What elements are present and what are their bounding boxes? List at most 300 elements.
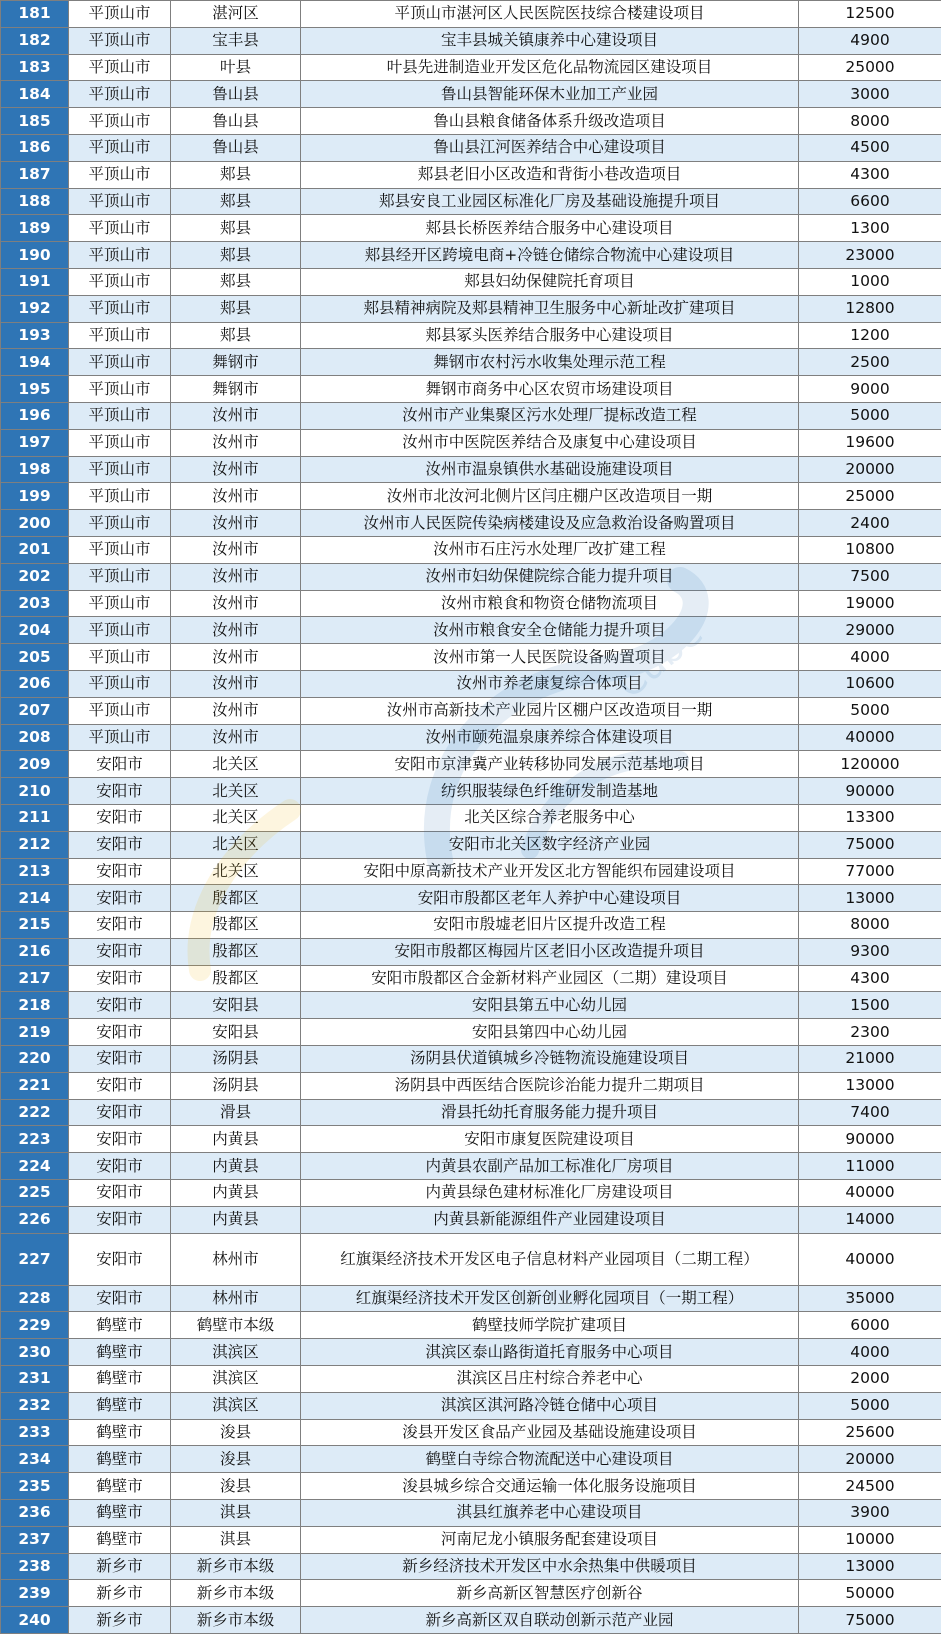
row-number: 228 [1, 1285, 69, 1312]
amount-cell: 1200 [799, 322, 941, 349]
table-row [1, 188, 941, 215]
project-name-cell: 汝州市粮食和物资仓储物流项目 [301, 590, 799, 617]
table-row [1, 215, 941, 242]
row-number: 219 [1, 1019, 69, 1046]
amount-cell: 5000 [799, 1392, 941, 1419]
amount-cell: 50000 [799, 1580, 941, 1607]
table-row [1, 429, 941, 456]
amount-cell: 90000 [799, 778, 941, 805]
row-number: 196 [1, 402, 69, 429]
amount-cell: 9000 [799, 376, 941, 403]
project-name-cell: 鹤壁技师学院扩建项目 [301, 1312, 799, 1339]
city-cell: 安阳市 [69, 1153, 171, 1180]
city-cell: 安阳市 [69, 778, 171, 805]
amount-cell: 35000 [799, 1285, 941, 1312]
table-row [1, 858, 941, 885]
table-row [1, 1419, 941, 1446]
row-number: 211 [1, 804, 69, 831]
table-row [1, 1446, 941, 1473]
project-name-cell: 安阳市殷都区老年人养护中心建设项目 [301, 885, 799, 912]
project-name-cell: 郏县安良工业园区标准化厂房及基础设施提升项目 [301, 188, 799, 215]
table-row [1, 1180, 941, 1207]
city-cell: 安阳市 [69, 1072, 171, 1099]
row-number: 206 [1, 670, 69, 697]
project-name-cell: 鲁山县粮食储备体系升级改造项目 [301, 108, 799, 135]
row-number: 209 [1, 751, 69, 778]
project-name-cell: 汝州市第一人民医院设备购置项目 [301, 644, 799, 671]
project-name-cell: 河南尼龙小镇服务配套建设项目 [301, 1526, 799, 1553]
county-cell: 殷都区 [171, 938, 301, 965]
county-cell: 汤阴县 [171, 1072, 301, 1099]
project-name-cell: 新乡高新区智慧医疗创新谷 [301, 1580, 799, 1607]
city-cell: 平顶山市 [69, 188, 171, 215]
project-name-cell: 安阳县第五中心幼儿园 [301, 992, 799, 1019]
amount-cell: 120000 [799, 751, 941, 778]
row-number: 192 [1, 295, 69, 322]
amount-cell: 4900 [799, 27, 941, 54]
table-row [1, 804, 941, 831]
city-cell: 安阳市 [69, 912, 171, 939]
county-cell: 汝州市 [171, 456, 301, 483]
city-cell: 平顶山市 [69, 295, 171, 322]
county-cell: 汝州市 [171, 483, 301, 510]
city-cell: 安阳市 [69, 965, 171, 992]
city-cell: 平顶山市 [69, 242, 171, 269]
amount-cell: 77000 [799, 858, 941, 885]
row-number: 193 [1, 322, 69, 349]
amount-cell: 1300 [799, 215, 941, 242]
table-row [1, 1153, 941, 1180]
county-cell: 内黄县 [171, 1126, 301, 1153]
amount-cell: 19000 [799, 590, 941, 617]
city-cell: 平顶山市 [69, 268, 171, 295]
project-name-cell: 淇滨区淇河路冷链仓储中心项目 [301, 1392, 799, 1419]
city-cell: 平顶山市 [69, 215, 171, 242]
row-number: 208 [1, 724, 69, 751]
row-number: 201 [1, 536, 69, 563]
county-cell: 北关区 [171, 831, 301, 858]
row-number: 189 [1, 215, 69, 242]
county-cell: 内黄县 [171, 1180, 301, 1207]
project-name-cell: 淇县红旗养老中心建设项目 [301, 1500, 799, 1527]
row-number: 195 [1, 376, 69, 403]
city-cell: 平顶山市 [69, 402, 171, 429]
table-row [1, 54, 941, 81]
city-cell: 安阳市 [69, 1233, 171, 1285]
county-cell: 郏县 [171, 188, 301, 215]
table-row [1, 563, 941, 590]
amount-cell: 2000 [799, 1366, 941, 1393]
project-name-cell: 安阳市殷墟老旧片区提升改造工程 [301, 912, 799, 939]
city-cell: 安阳市 [69, 1019, 171, 1046]
amount-cell: 40000 [799, 724, 941, 751]
project-name-cell: 叶县先进制造业开发区危化品物流园区建设项目 [301, 54, 799, 81]
project-name-cell: 平顶山市湛河区人民医院医技综合楼建设项目 [301, 1, 799, 28]
county-cell: 殷都区 [171, 885, 301, 912]
row-number: 203 [1, 590, 69, 617]
amount-cell: 20000 [799, 456, 941, 483]
amount-cell: 40000 [799, 1233, 941, 1285]
county-cell: 林州市 [171, 1285, 301, 1312]
project-name-cell: 安阳市殷都区合金新材料产业园区（二期）建设项目 [301, 965, 799, 992]
project-name-cell: 浚县城乡综合交通运输一体化服务设施项目 [301, 1473, 799, 1500]
row-number: 187 [1, 161, 69, 188]
county-cell: 新乡市本级 [171, 1553, 301, 1580]
project-name-cell: 汝州市产业集聚区污水处理厂提标改造工程 [301, 402, 799, 429]
county-cell: 北关区 [171, 751, 301, 778]
row-number: 205 [1, 644, 69, 671]
county-cell: 汝州市 [171, 536, 301, 563]
row-number: 191 [1, 268, 69, 295]
table-row [1, 590, 941, 617]
city-cell: 安阳市 [69, 858, 171, 885]
project-name-cell: 汝州市妇幼保健院综合能力提升项目 [301, 563, 799, 590]
table-row [1, 536, 941, 563]
county-cell: 北关区 [171, 804, 301, 831]
table-row [1, 242, 941, 269]
project-name-cell: 汝州市粮食安全仓储能力提升项目 [301, 617, 799, 644]
county-cell: 殷都区 [171, 912, 301, 939]
row-number: 183 [1, 54, 69, 81]
amount-cell: 1500 [799, 992, 941, 1019]
county-cell: 安阳县 [171, 1019, 301, 1046]
project-name-cell: 淇滨区泰山路街道托育服务中心项目 [301, 1339, 799, 1366]
amount-cell: 2300 [799, 1019, 941, 1046]
city-cell: 鹤壁市 [69, 1366, 171, 1393]
city-cell: 平顶山市 [69, 563, 171, 590]
project-name-cell: 宝丰县城关镇康养中心建设项目 [301, 27, 799, 54]
county-cell: 内黄县 [171, 1153, 301, 1180]
project-name-cell: 汤阴县伏道镇城乡冷链物流设施建设项目 [301, 1046, 799, 1073]
row-number: 218 [1, 992, 69, 1019]
amount-cell: 10600 [799, 670, 941, 697]
city-cell: 鹤壁市 [69, 1339, 171, 1366]
table-row [1, 161, 941, 188]
amount-cell: 5000 [799, 402, 941, 429]
project-name-cell: 郏县长桥医养结合服务中心建设项目 [301, 215, 799, 242]
amount-cell: 75000 [799, 831, 941, 858]
amount-cell: 8000 [799, 912, 941, 939]
amount-cell: 13300 [799, 804, 941, 831]
city-cell: 安阳市 [69, 1206, 171, 1233]
row-number: 225 [1, 1180, 69, 1207]
amount-cell: 4000 [799, 1339, 941, 1366]
row-number: 212 [1, 831, 69, 858]
amount-cell: 24500 [799, 1473, 941, 1500]
amount-cell: 2400 [799, 510, 941, 537]
city-cell: 平顶山市 [69, 108, 171, 135]
county-cell: 汝州市 [171, 563, 301, 590]
county-cell: 汝州市 [171, 590, 301, 617]
project-name-cell: 鹤壁白寺综合物流配送中心建设项目 [301, 1446, 799, 1473]
city-cell: 平顶山市 [69, 617, 171, 644]
row-number: 222 [1, 1099, 69, 1126]
county-cell: 淇县 [171, 1500, 301, 1527]
project-name-cell: 安阳中原高新技术产业开发区北方智能织布园建设项目 [301, 858, 799, 885]
row-number: 223 [1, 1126, 69, 1153]
county-cell: 郏县 [171, 295, 301, 322]
table-row [1, 1046, 941, 1073]
amount-cell: 12800 [799, 295, 941, 322]
county-cell: 郏县 [171, 322, 301, 349]
row-number: 234 [1, 1446, 69, 1473]
city-cell: 新乡市 [69, 1580, 171, 1607]
city-cell: 新乡市 [69, 1553, 171, 1580]
row-number: 184 [1, 81, 69, 108]
table-row [1, 1206, 941, 1233]
amount-cell: 4300 [799, 161, 941, 188]
county-cell: 汝州市 [171, 617, 301, 644]
amount-cell: 2500 [799, 349, 941, 376]
table-row [1, 1099, 941, 1126]
county-cell: 淇滨区 [171, 1392, 301, 1419]
project-name-cell: 汝州市养老康复综合体项目 [301, 670, 799, 697]
city-cell: 安阳市 [69, 1180, 171, 1207]
table-row [1, 644, 941, 671]
county-cell: 新乡市本级 [171, 1580, 301, 1607]
city-cell: 平顶山市 [69, 590, 171, 617]
amount-cell: 25000 [799, 54, 941, 81]
table-row [1, 349, 941, 376]
amount-cell: 9300 [799, 938, 941, 965]
row-number: 226 [1, 1206, 69, 1233]
row-number: 224 [1, 1153, 69, 1180]
county-cell: 淇滨区 [171, 1339, 301, 1366]
table-row [1, 992, 941, 1019]
project-name-cell: 汝州市温泉镇供水基础设施建设项目 [301, 456, 799, 483]
project-name-cell: 新乡经济技术开发区中水余热集中供暖项目 [301, 1553, 799, 1580]
amount-cell: 13000 [799, 1553, 941, 1580]
county-cell: 殷都区 [171, 965, 301, 992]
county-cell: 汝州市 [171, 510, 301, 537]
city-cell: 安阳市 [69, 1126, 171, 1153]
row-number: 220 [1, 1046, 69, 1073]
county-cell: 汝州市 [171, 697, 301, 724]
county-cell: 汝州市 [171, 402, 301, 429]
table-row [1, 322, 941, 349]
row-number: 182 [1, 27, 69, 54]
table-row [1, 831, 941, 858]
county-cell: 淇县 [171, 1526, 301, 1553]
row-number: 221 [1, 1072, 69, 1099]
row-number: 230 [1, 1339, 69, 1366]
row-number: 238 [1, 1553, 69, 1580]
city-cell: 安阳市 [69, 831, 171, 858]
county-cell: 汤阴县 [171, 1046, 301, 1073]
row-number: 200 [1, 510, 69, 537]
amount-cell: 11000 [799, 1153, 941, 1180]
county-cell: 林州市 [171, 1233, 301, 1285]
county-cell: 郏县 [171, 215, 301, 242]
county-cell: 淇滨区 [171, 1366, 301, 1393]
project-name-cell: 鲁山县智能环保木业加工产业园 [301, 81, 799, 108]
city-cell: 安阳市 [69, 1285, 171, 1312]
city-cell: 平顶山市 [69, 376, 171, 403]
amount-cell: 40000 [799, 1180, 941, 1207]
project-name-cell: 新乡高新区双自联动创新示范产业园 [301, 1607, 799, 1634]
amount-cell: 19600 [799, 429, 941, 456]
project-name-cell: 郏县精神病院及郏县精神卫生服务中心新址改扩建项目 [301, 295, 799, 322]
amount-cell: 10000 [799, 1526, 941, 1553]
city-cell: 平顶山市 [69, 670, 171, 697]
table-row [1, 885, 941, 912]
table-row [1, 697, 941, 724]
city-cell: 平顶山市 [69, 724, 171, 751]
row-number: 216 [1, 938, 69, 965]
project-name-cell: 安阳县第四中心幼儿园 [301, 1019, 799, 1046]
amount-cell: 5000 [799, 697, 941, 724]
row-number: 204 [1, 617, 69, 644]
table-row [1, 1285, 941, 1312]
row-number: 232 [1, 1392, 69, 1419]
amount-cell: 8000 [799, 108, 941, 135]
row-number: 181 [1, 1, 69, 28]
table-row [1, 670, 941, 697]
county-cell: 安阳县 [171, 992, 301, 1019]
table-row [1, 617, 941, 644]
city-cell: 平顶山市 [69, 456, 171, 483]
city-cell: 鹤壁市 [69, 1446, 171, 1473]
row-number: 235 [1, 1473, 69, 1500]
row-number: 185 [1, 108, 69, 135]
row-number: 236 [1, 1500, 69, 1527]
county-cell: 内黄县 [171, 1206, 301, 1233]
row-number: 217 [1, 965, 69, 992]
city-cell: 安阳市 [69, 804, 171, 831]
amount-cell: 13000 [799, 1072, 941, 1099]
county-cell: 浚县 [171, 1473, 301, 1500]
county-cell: 北关区 [171, 858, 301, 885]
county-cell: 汝州市 [171, 644, 301, 671]
table-row [1, 1339, 941, 1366]
project-name-cell: 汝州市石庄污水处理厂改扩建工程 [301, 536, 799, 563]
project-name-cell: 舞钢市商务中心区农贸市场建设项目 [301, 376, 799, 403]
project-name-cell: 舞钢市农村污水收集处理示范工程 [301, 349, 799, 376]
project-name-cell: 郏县妇幼保健院托育项目 [301, 268, 799, 295]
county-cell: 宝丰县 [171, 27, 301, 54]
amount-cell: 6000 [799, 1312, 941, 1339]
city-cell: 平顶山市 [69, 134, 171, 161]
row-number: 237 [1, 1526, 69, 1553]
row-number: 227 [1, 1233, 69, 1285]
amount-cell: 10800 [799, 536, 941, 563]
city-cell: 鹤壁市 [69, 1312, 171, 1339]
project-name-cell: 内黄县新能源组件产业园建设项目 [301, 1206, 799, 1233]
row-number: 214 [1, 885, 69, 912]
city-cell: 平顶山市 [69, 536, 171, 563]
county-cell: 郏县 [171, 268, 301, 295]
row-number: 190 [1, 242, 69, 269]
table-row [1, 1312, 941, 1339]
amount-cell: 25600 [799, 1419, 941, 1446]
amount-cell: 3000 [799, 81, 941, 108]
project-name-cell: 红旗渠经济技术开发区电子信息材料产业园项目（二期工程） [301, 1233, 799, 1285]
row-number: 239 [1, 1580, 69, 1607]
table-row [1, 1366, 941, 1393]
project-name-cell: 安阳市殷都区梅园片区老旧小区改造提升项目 [301, 938, 799, 965]
project-name-cell: 汝州市中医院医养结合及康复中心建设项目 [301, 429, 799, 456]
project-name-cell: 鲁山县江河医养结合中心建设项目 [301, 134, 799, 161]
amount-cell: 6600 [799, 188, 941, 215]
city-cell: 鹤壁市 [69, 1419, 171, 1446]
table-row [1, 938, 941, 965]
project-table-body [1, 1, 941, 1634]
row-number: 240 [1, 1607, 69, 1634]
county-cell: 汝州市 [171, 670, 301, 697]
project-name-cell: 郏县冢头医养结合服务中心建设项目 [301, 322, 799, 349]
project-name-cell: 汝州市高新技术产业园片区棚户区改造项目一期 [301, 697, 799, 724]
row-number: 233 [1, 1419, 69, 1446]
project-name-cell: 汝州市北汝河北侧片区闫庄棚户区改造项目一期 [301, 483, 799, 510]
table-row [1, 108, 941, 135]
table-row [1, 134, 941, 161]
county-cell: 新乡市本级 [171, 1607, 301, 1634]
county-cell: 郏县 [171, 161, 301, 188]
county-cell: 汝州市 [171, 724, 301, 751]
city-cell: 安阳市 [69, 1046, 171, 1073]
table-row [1, 456, 941, 483]
project-name-cell: 安阳市康复医院建设项目 [301, 1126, 799, 1153]
amount-cell: 20000 [799, 1446, 941, 1473]
table-row [1, 483, 941, 510]
county-cell: 鲁山县 [171, 108, 301, 135]
city-cell: 平顶山市 [69, 697, 171, 724]
amount-cell: 1000 [799, 268, 941, 295]
table-row [1, 1553, 941, 1580]
table-row [1, 965, 941, 992]
row-number: 215 [1, 912, 69, 939]
project-name-cell: 安阳市北关区数字经济产业园 [301, 831, 799, 858]
table-row [1, 724, 941, 751]
city-cell: 鹤壁市 [69, 1392, 171, 1419]
table-row [1, 81, 941, 108]
row-number: 186 [1, 134, 69, 161]
project-name-cell: 安阳市京津冀产业转移协同发展示范基地项目 [301, 751, 799, 778]
city-cell: 安阳市 [69, 751, 171, 778]
county-cell: 叶县 [171, 54, 301, 81]
county-cell: 舞钢市 [171, 349, 301, 376]
county-cell: 滑县 [171, 1099, 301, 1126]
amount-cell: 7400 [799, 1099, 941, 1126]
county-cell: 汝州市 [171, 429, 301, 456]
table-row [1, 1392, 941, 1419]
city-cell: 平顶山市 [69, 27, 171, 54]
county-cell: 鲁山县 [171, 81, 301, 108]
table-row [1, 1, 941, 28]
amount-cell: 4500 [799, 134, 941, 161]
table-row [1, 1473, 941, 1500]
table-row [1, 1233, 941, 1285]
amount-cell: 90000 [799, 1126, 941, 1153]
table-row [1, 1019, 941, 1046]
project-name-cell: 滑县托幼托育服务能力提升项目 [301, 1099, 799, 1126]
table-row [1, 510, 941, 537]
county-cell: 湛河区 [171, 1, 301, 28]
project-name-cell: 内黄县绿色建材标准化厂房建设项目 [301, 1180, 799, 1207]
table-row [1, 1072, 941, 1099]
project-name-cell: 北关区综合养老服务中心 [301, 804, 799, 831]
project-name-cell: 汝州市颐苑温泉康养综合体建设项目 [301, 724, 799, 751]
row-number: 197 [1, 429, 69, 456]
table-row [1, 912, 941, 939]
amount-cell: 29000 [799, 617, 941, 644]
city-cell: 平顶山市 [69, 644, 171, 671]
amount-cell: 14000 [799, 1206, 941, 1233]
county-cell: 鹤壁市本级 [171, 1312, 301, 1339]
project-name-cell: 浚县开发区食品产业园及基础设施建设项目 [301, 1419, 799, 1446]
project-name-cell: 红旗渠经济技术开发区创新创业孵化园项目（一期工程） [301, 1285, 799, 1312]
amount-cell: 7500 [799, 563, 941, 590]
